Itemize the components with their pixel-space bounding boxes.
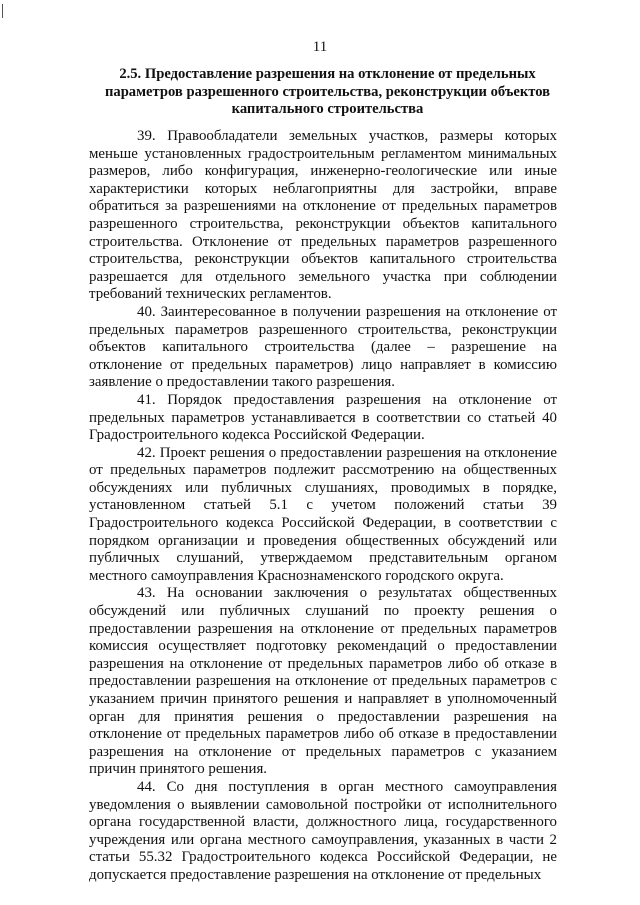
- paragraph-39: 39. Правообладатели земельных участков, размеры которых меньше установленных градостроительным регламентом минимальных размеров, либо конфигурация, инженерно-геологические или иные характеристики которых неблагоприятны для застройки, вправе обратиться за разрешениями на отклонение от предельных параметров разрешенного строительства, реконструкции объектов капитального строительства. Отклонение от предельных параметров разрешенного строительства, реконструкции объектов капитального строительства разрешается для отдельного земельного участка при соблюдении требований технических регламентов.: [89, 128, 557, 303]
- body-text: [89, 128, 557, 885]
- paragraph-44: 44. Со дня поступления в орган местного самоуправления уведомления о выявлении самовольной постройки от исполнительного органа государственной власти, должностного лица, государственного учреждения или органа местного самоуправления, указанных в части 2 статьи 55.32 Градостроительного кодекса Российской Федерации, не допускается предоставление разрешения на отклонение от предельных: [89, 778, 557, 883]
- paragraph-40: 40. Заинтересованное в получении разрешения на отклонение от предельных параметров разрешенного строительства, реконструкции объектов капитального строительства (далее – разрешение на отклонение от предельных параметров) лицо направляет в комиссию заявление о предоставлении такого разрешения.: [89, 303, 557, 391]
- paragraph-42: 42. Проект решения о предоставлении разрешения на отклонение от предельных параметров подлежит рассмотрению на общественных обсуждениях или публичных слушаниях, проводимых в порядке, установленном статьей 5.1 с учетом положений статьи 39 Градостроительного кодекса Российской Федерации, в соответствии с порядком организации и проведения общественных обсуждений или публичных слушаний, утверждаемом представительным органом местного самоуправления Краснознаменского городского округа.: [89, 444, 557, 584]
- paragraph-41: 41. Порядок предоставления разрешения на отклонение от предельных параметров устанавливается в соответствии со статьей 40 Градостроительного кодекса Российской Федерации.: [89, 391, 557, 444]
- paragraph-43: 43. На основании заключения о результатах общественных обсуждений или публичных слушаний по проекту решения о предоставлении разрешения на отклонение от предельных параметров комиссия осуществляет подготовку рекомендаций о предоставлении разрешения на отклонение от предельных параметров либо об отказе в предоставлении разрешения на отклонение от предельных параметров с указанием причин принятого решения и направляет в уполномоченный орган для принятия решения о предоставлении разрешения на отклонение от предельных параметров либо об отказе в предоставлении разрешения на отклонение от предельных параметров с указанием причин принятого решения.: [89, 585, 557, 778]
- section-title: 2.5. Предоставление разрешения на отклонение от предельных параметров разрешенного строительства, реконструкции объектов капитального строительства: [104, 66, 551, 117]
- page-number: 11: [312, 39, 328, 55]
- scan-edge-mark: [2, 4, 3, 18]
